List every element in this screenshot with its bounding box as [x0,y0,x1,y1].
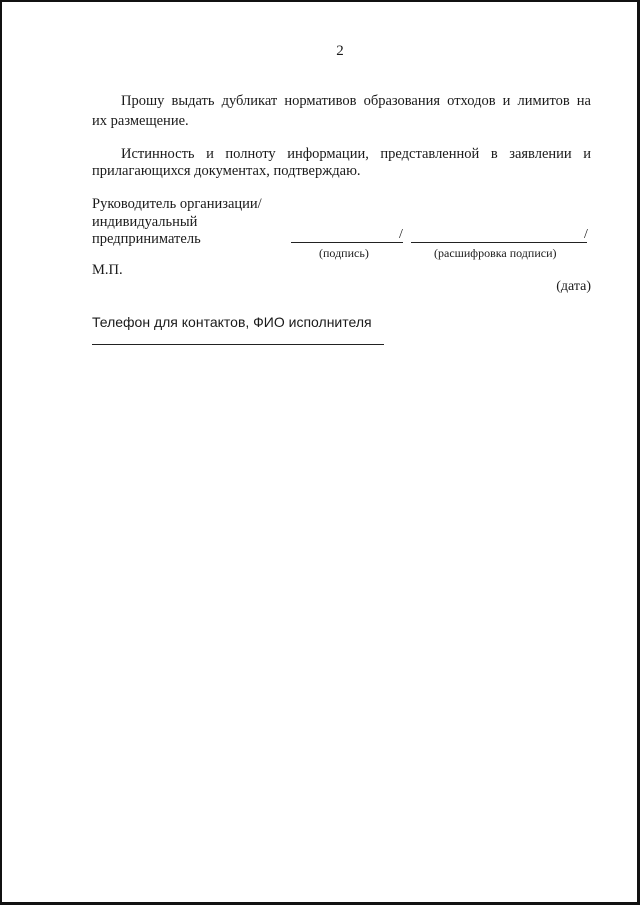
signature-decoding-line [411,242,587,243]
contact-label: Телефон для контактов, ФИО исполнителя [92,314,372,330]
stamp-place-label: М.П. [92,262,123,278]
confirmation-paragraph-line1: Истинность и полноту информации, представленной в заявлении и [121,146,591,162]
signature-end-separator: / [584,227,588,242]
signature-caption: (подпись) [319,246,369,260]
signature-line [291,242,403,243]
confirmation-paragraph-line2: прилагающихся документах, подтверждаю. [92,163,361,179]
scan-border-left [0,0,2,905]
scan-border-top [0,0,640,2]
page-number: 2 [336,43,344,59]
signer-label-line3: предприниматель [92,231,201,247]
request-paragraph-line2: их размещение. [92,113,189,129]
signature-separator: / [399,227,403,242]
signer-label-line1: Руководитель организации/ [92,196,262,212]
date-caption: (дата) [556,279,591,294]
signer-label-line2: индивидуальный [92,214,198,230]
signature-decoding-caption: (расшифровка подписи) [434,246,557,260]
request-paragraph-line1: Прошу выдать дубликат нормативов образования отходов и лимитов на [121,93,591,109]
contact-line [92,344,384,345]
